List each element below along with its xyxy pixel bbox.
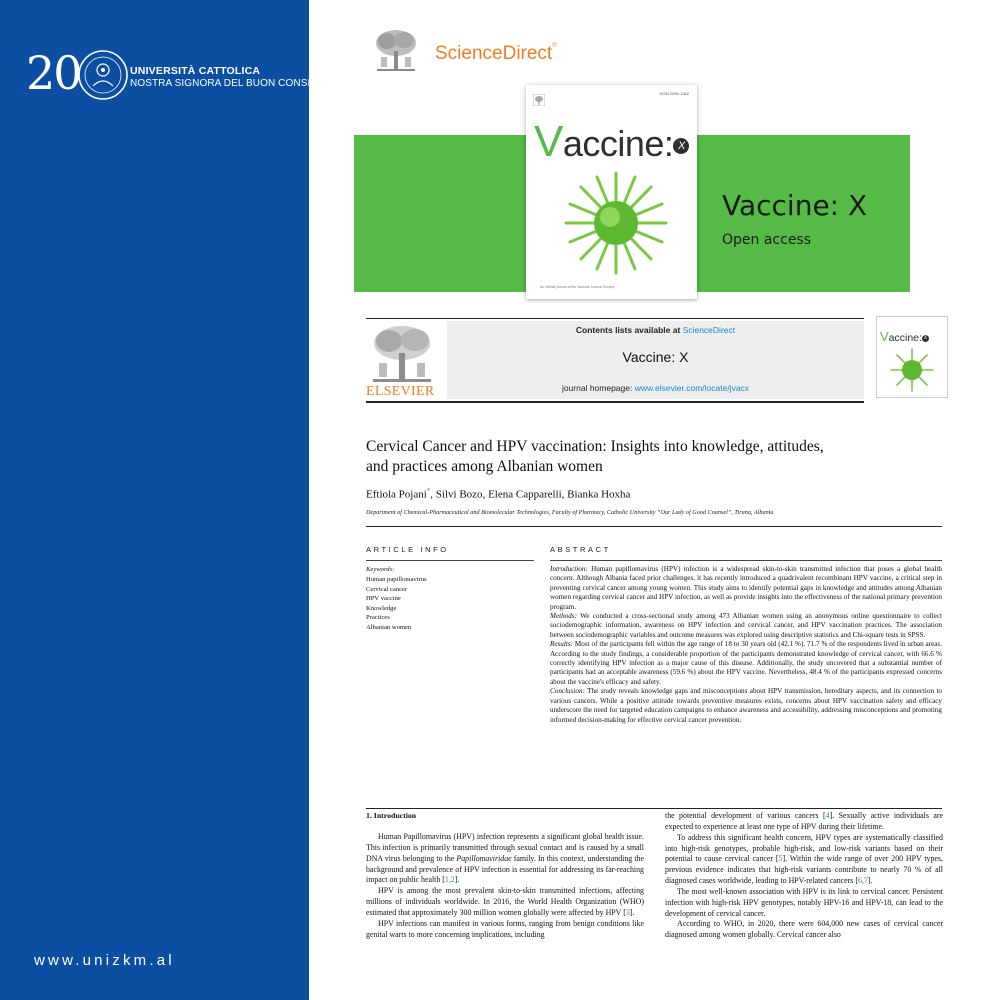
homepage-link[interactable]: www.elsevier.com/locate/jvacx (634, 383, 750, 393)
cover-title-v: V (534, 117, 563, 166)
contents-line (447, 325, 864, 335)
elsevier-tree-icon (371, 27, 421, 73)
body-paragraph: According to WHO, in 2020, there were 604,000 new cases of cervical cancer diagnosed among women globally. Cervical cancer also (665, 919, 943, 940)
keyword: HPV vaccine (366, 595, 401, 603)
cover-issn: ISSN 2590-1362 (659, 91, 689, 96)
article-info-heading: ARTICLE INFO (366, 545, 449, 554)
paragraph-text: To address this significant health concern, HPV types are systematically classified into high-risk genotypes, probable high-risk, and low-risk variants based on their potential to cause cervical cancer [ (665, 832, 943, 864)
citation-link[interactable]: 4 (825, 811, 830, 820)
keyword: Albanian women (366, 623, 412, 631)
paragraph-text: HPV is among the most prevalent skin-to-skin transmitted infections, affecting millions of individuals worldwide. In 2016, the World Health Organization (WHO) estimated that approximately 300 million women globally were affected by HPV [ (366, 886, 644, 917)
article-title-line: Cervical Cancer and HPV vaccination: Insights into knowledge, attitudes, (366, 438, 824, 455)
article-info-rule (366, 560, 534, 561)
paragraph-text: family. In this context, understanding the background and prevalence of HPV infection is essential for addressing its far-reaching impact on public health [ (366, 853, 644, 885)
keyword: Practices (366, 614, 390, 622)
elsevier-mini-logo-icon (533, 94, 545, 106)
small-cover-x: X (923, 334, 928, 341)
elsevier-wordmark: ELSEVIER (366, 384, 435, 399)
masthead-top-rule (366, 318, 864, 319)
homepage-line (447, 383, 864, 393)
sidebar (0, 0, 335, 1000)
masthead-bottom-rule (366, 401, 864, 403)
abstract-section-label: Results: (550, 640, 574, 649)
virus-illustration-icon (556, 167, 676, 277)
abstract-section-label: Methods: (550, 612, 577, 621)
keyword: Cervical cancer (366, 585, 408, 593)
abstract-body (550, 565, 942, 725)
author-name[interactable]: Elena Capparelli (488, 488, 562, 501)
paragraph-text: ]. Within the wide range of over 200 HPV types, previous evidence indicates that high-risk variants contribute to nearly 70 % of all diagnosed cases worldwide, leading to HPV-related cancers [ (665, 854, 943, 886)
open-access-label: Open access (722, 232, 812, 248)
contents-prefix: Contents lists available at (575, 325, 681, 335)
keyword: Human papillomavirus (366, 576, 427, 583)
body-paragraph (665, 811, 943, 833)
abstract-section-label: Introduction: (550, 565, 588, 573)
body-column-right (665, 811, 943, 941)
paragraph-text: ]. (454, 875, 460, 885)
small-virus-illustration-icon (885, 347, 939, 393)
section-heading: 1. Introduction (366, 811, 417, 820)
body-paragraph (366, 832, 644, 886)
university-logo[interactable] (26, 44, 335, 108)
sciencedirect-link[interactable]: ScienceDirect (682, 325, 736, 335)
cover-title-text: accine: (562, 123, 674, 164)
paragraph-text: the potential development of various cancers [ (665, 811, 826, 820)
cover-footer: An official journal of the Vaccine Journal Society (540, 285, 615, 289)
abstract-section-text: Human papillomavirus (HPV) infection is a widespread skin-to-skin transmitted infection that poses a global health concern. Although Albania faced prior challenges, it has recently introduced a quadrivalent recombinant HPV vaccine, a critical step in preventing cervical cancer among young women. This study aims to identify potential gaps in knowledge and attitudes among Albanian women regarding cervical cancer and HPV infection, as well as provide insights into the effectiveness of the national primary prevention program. (550, 565, 942, 611)
journal-cover (526, 85, 697, 299)
citation-link[interactable]: 1,2 (444, 875, 455, 885)
abstract-results (550, 640, 942, 687)
body-column-left (366, 832, 644, 940)
anniversary-number: 20 (26, 46, 81, 100)
affiliation-rule (366, 526, 942, 527)
paragraph-text: ]. (629, 907, 635, 917)
small-cover-v: V (880, 329, 889, 344)
abstract-bottom-rule (366, 808, 942, 809)
author-list: Eftiola Pojani*, Silvi Bozo, Elena Capparelli, Bianka Hoxha (366, 487, 631, 501)
citation-link[interactable]: 5 (778, 854, 783, 864)
journal-name: Vaccine: X (722, 189, 868, 222)
keyword: Knowledge (366, 604, 397, 612)
article-title (366, 437, 926, 477)
corresponding-author-mark[interactable]: * (426, 487, 431, 495)
body-paragraph: HPV infections can manifest in various forms, ranging from benign conditions like genital warts to more concerning implications, including (366, 918, 644, 939)
university-name: UNIVERSITÀ CATTOLICA (130, 65, 261, 77)
small-cover-title (880, 329, 929, 344)
cover-title (534, 117, 689, 166)
abstract-rule (550, 560, 942, 561)
masthead-journal-title: Vaccine: X (622, 349, 689, 365)
paragraph-text: Human Papillomavirus (HPV) infection represents a significant global health issue. This infection is primarily transmitted through sexual contact and is caused by a small DNA virus belonging to the (366, 832, 644, 863)
university-subtitle: NOSTRA SIGNORA DEL BUON CONSIGLIO (130, 78, 335, 89)
small-cover-text: accine: (888, 332, 922, 344)
elsevier-tree-logo-icon (367, 323, 437, 385)
abstract-heading: ABSTRACT (550, 545, 611, 554)
abstract-introduction (550, 565, 942, 612)
citation-link[interactable]: 3 (625, 907, 630, 917)
sciencedirect-wordmark: ScienceDirect (435, 43, 553, 64)
body-paragraph (665, 833, 943, 887)
abstract-section-label: Conclusion: (550, 687, 585, 696)
cover-title-x: X (673, 138, 689, 154)
homepage-label: journal homepage: (561, 383, 633, 393)
abstract-section-text: The study reveals knowledge gaps and misconceptions about HPV transmission, hereditary aspects, and its connection to various cancers. While a positive attitude towards preventive measures exists, concerns about HPV vaccination safety and efficacy underscore the need for targeted education campaigns to enhance awareness and accessibility, addressing misconceptions and promoting informed decision-making for effective cervical cancer prevention. (550, 687, 942, 724)
abstract-methods (550, 612, 942, 640)
article-title-line: and practices among Albanian women (366, 458, 603, 475)
abstract-section-text: We conducted a cross-sectional study among 473 Albanian women using an anonymous online questionnaire to collect sociodemographic information, awareness on HPV infection and cervical cancer, and HPV vaccination practices. The association between sociodemographic variables and outcome measures was explored using descriptive statistics and Chi-square tests in SPSS. (550, 612, 942, 639)
abstract-section-text: Most of the participants fell within the age range of 18 to 30 years old (42.1 %). 71.7 % of the respondents lived in urban areas. According to the study findings, a considerable proportion of the participants demonstrated knowledge of cervical cancer, with 66.6 % correctly identifying HPV infection as a major cause of this disease. Additionally, the study uncovered that a substantial number of participants had an acceptable awareness (59.6 %) about the HPV vaccine. Nevertheless, 48.4 % of the participants expressed concerns about the vaccine's efficacy and safety. (550, 640, 942, 686)
body-paragraph: The most well-known association with HPV is its link to cervical cancer. Persistent infection with high-risk HPV genotypes, notably HPV-16 and HPV-18, can lead to the development of cervical cancer. (665, 886, 943, 918)
abstract-conclusion (550, 687, 942, 725)
paragraph-text: ]. (867, 876, 873, 886)
keywords-label: Keywords: (366, 566, 395, 573)
author-name[interactable]: Silvi Bozo (435, 488, 483, 501)
small-journal-cover (876, 316, 948, 398)
website-link[interactable]: www.unizkm.al (34, 952, 175, 969)
author-name[interactable]: Eftiola Pojani (366, 488, 427, 501)
author-name[interactable]: Bianka Hoxha (567, 488, 631, 501)
university-seal-icon (76, 48, 130, 102)
citation-link[interactable]: 6,7 (857, 876, 868, 886)
masthead-box (447, 321, 864, 399)
paragraph-text: ]. Sexually active individuals are expected to experience at least one type of HPV during their lifetime. (665, 811, 943, 831)
paragraph-italic: Papillomaviridae (456, 853, 512, 863)
body-paragraph (366, 886, 644, 919)
affiliation: Department of Chemical-Pharmaceutical and Biomolecular Technologies, Faculty of Pharmacy, Catholic University “Our Lady of Good Counsel”, Tirana, Albania (366, 509, 774, 516)
keyword-list (366, 575, 427, 633)
sciencedirect-logo[interactable]: ScienceDirect® (435, 43, 557, 64)
